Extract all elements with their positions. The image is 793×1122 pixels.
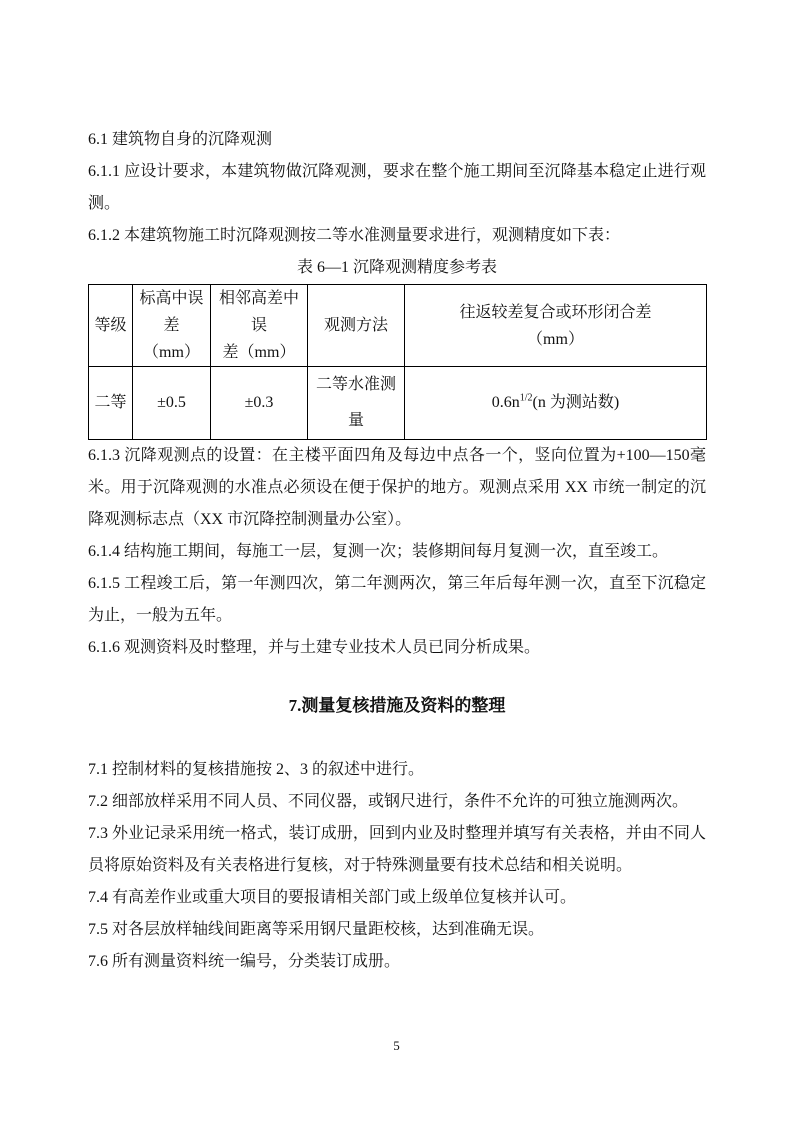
table-data-row [89, 367, 707, 440]
paragraph-6-1-2: 6.1.2 本建筑物施工时沉降观测按二等水准测量要求进行，观测精度如下表： [88, 227, 621, 244]
header-closure-label: 往返较差复合或环形闭合差 [459, 303, 652, 321]
paragraph-7-6: 7.6 所有测量资料统一编号，分类装订成册。 [88, 953, 401, 970]
header-cell-method [308, 285, 405, 367]
cell-closure-formula [405, 367, 707, 440]
closure-superscript: 1/2 [519, 392, 533, 404]
header-adjacent-unit: 差（mm） [222, 344, 296, 361]
closure-rest: (n 为测站数) [532, 394, 620, 411]
page-number: 5 [393, 1038, 400, 1053]
settlement-accuracy-table [88, 284, 707, 440]
paragraph-6-1-5: 6.1.5 工程竣工后，第一年测四次，第二年测两次，第三年后每年测一次，直至下沉稳定为止，一般为五年。 [88, 575, 706, 624]
header-cell-elevation-error [133, 285, 211, 367]
paragraph-7-4: 7.4 有高差作业或重大项目的要报请相关部门或上级单位复核并认可。 [88, 889, 577, 906]
cell-method: 二等水准测量 [308, 367, 405, 440]
table-header-row [89, 285, 707, 367]
paragraph-7-3: 7.3 外业记录采用统一格式，装订成册，回到内业及时整理并填写有关表格，并由不同人员将原始资料及有关表格进行复核，对于特殊测量要有技术总结和相关说明。 [88, 825, 706, 874]
header-closure-unit: （mm） [527, 330, 584, 348]
cell-grade: 二等 [89, 367, 133, 440]
header-cell-grade [89, 285, 133, 367]
header-elevation-unit: （mm） [143, 344, 200, 361]
header-method-label: 观测方法 [323, 317, 388, 334]
cell-adjacent-error: ±0.3 [211, 367, 308, 440]
header-cell-adjacent-error [211, 285, 308, 367]
header-elevation-label: 标高中误差 [139, 290, 204, 334]
paragraph-6-1-4: 6.1.4 结构施工期间，每施工一层，复测一次；装修期间每月复测一次，直至竣工。 [88, 543, 669, 560]
header-cell-closure [405, 285, 707, 367]
section-7-heading: 7.测量复核措施及资料的整理 [288, 696, 506, 715]
paragraph-7-2: 7.2 细部放样采用不同人员、不同仪器，或钢尺进行，条件不允许的可独立施测两次。 [88, 793, 689, 810]
header-grade-label: 等级 [94, 317, 127, 334]
paragraph-7-5: 7.5 对各层放样轴线间距离等采用钢尺量距校核，达到准确无误。 [88, 921, 545, 938]
cell-elevation-error: ±0.5 [133, 367, 211, 440]
table-title: 表 6—1 沉降观测精度参考表 [296, 259, 497, 276]
paragraph-6-1-3: 6.1.3 沉降观测点的设置：在主楼平面四角及每边中点各一个，竖向位置为+100—150毫米。用于沉降观测的水准点必须设在便于保护的地方。观测点采用 XX 市统一制定的沉降观测标志点（XX 市沉降控制测量办公室）。 [88, 447, 706, 528]
header-adjacent-label: 相邻高差中误 [218, 290, 299, 334]
paragraph-7-1: 7.1 控制材料的复核措施按 2、3 的叙述中进行。 [88, 761, 425, 778]
paragraph-6-1-1: 6.1.1 应设计要求，本建筑物做沉降观测，要求在整个施工期间至沉降基本稳定止进行观测。 [88, 163, 706, 212]
paragraph-6-1-6: 6.1.6 观测资料及时整理，并与土建专业技术人员已同分析成果。 [88, 639, 541, 656]
closure-base: 0.6n [491, 394, 520, 411]
paragraph-6-1: 6.1 建筑物自身的沉降观测 [88, 131, 273, 148]
